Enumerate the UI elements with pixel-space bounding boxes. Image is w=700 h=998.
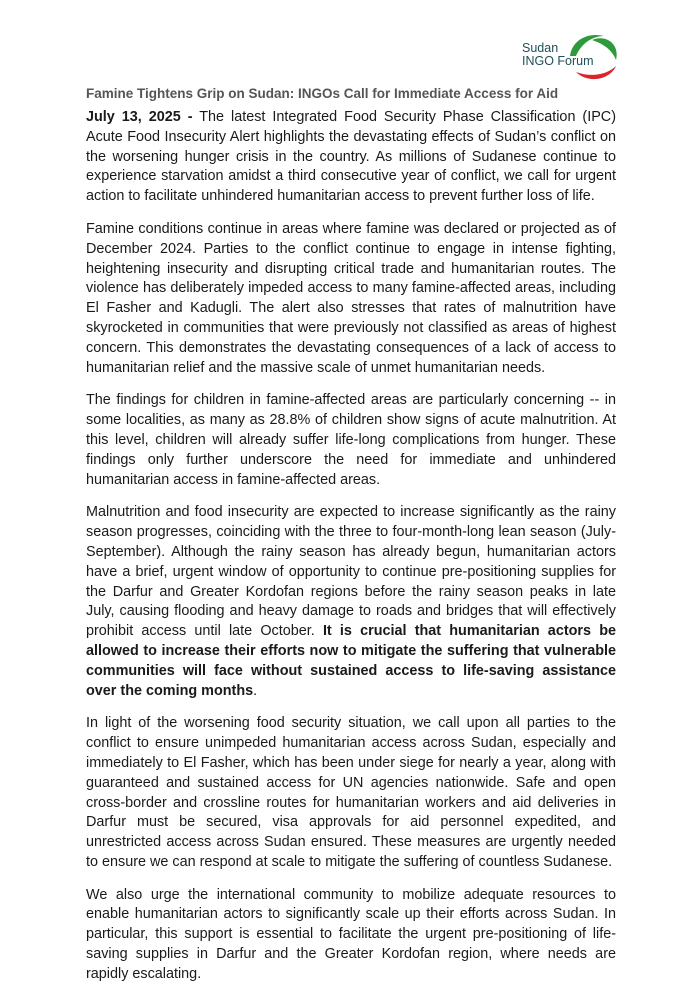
sudan-ingo-forum-logo [522,30,622,82]
page-title: Famine Tightens Grip on Sudan: INGOs Call for Immediate Access for Aid [86,86,559,101]
paragraph-5: In light of the worsening food security situation, we call upon all parties to the conflict to ensure unimpeded humanitarian access across Sudan, especially and immediately to El Fasher, which has been under siege for nearly a year, along with guaranteed and sustained access for UN agencies nationwide. Safe and open cross-border and crossline routes for humanitarian workers and aid deliveries in Darfur must be secured, visa approvals for aid personnel expedited, and unrestricted access across Sudan ensured. These measures are urgently needed to ensure we can respond at scale to mitigate the suffering of countless Sudanese. [86,715,616,870]
logo-line-1: Sudan [522,41,559,55]
logo-swoosh-icon [562,30,622,82]
logo-line-2: INGO Forum [522,54,594,68]
dateline: July 13, 2025 - [86,109,193,125]
paragraph-6: We also urge the international community to mobilize adequate resources to enable humanitarian actors to significantly scale up their efforts across Sudan. In particular, this support is essential to facilitate the urgent pre-positioning of life-saving supplies in Darfur and the Greater Kordofan region, where needs are rapidly escalating. [86,886,616,982]
paragraph-4 [86,503,616,701]
paragraph-4-text: Malnutrition and food insecurity are expected to increase significantly as the rainy season progresses, coinciding with the three to four-month-long lean season (July-September). Although the rainy season has already begun, humanitarian actors have a brief, urgent window of opportunity to continue pre-positioning supplies for the Darfur and Greater Kordofan regions before the rainy season peaks in late July, causing flooding and heavy damage to roads and bridges that will effectively prohibit access until late October. [86,504,616,640]
paragraph-3: The findings for children in famine-affected areas are particularly concerning -- in some localities, as many as 28.8% of children show signs of acute malnutrition. At this level, children will already suffer life-long complications from hunger. These findings only further underscore the need for immediate and unhindered humanitarian access in famine-affected areas. [86,392,616,488]
paragraph-2: Famine conditions continue in areas where famine was declared or projected as of December 2024. Parties to the conflict continue to engage in intense fighting, heightening insecurity and disrupting critical trade and humanitarian routes. The violence has deliberately impeded access to many famine-affected areas, including El Fasher and Kadugli. The alert also stresses that rates of malnutrition have skyrocketed in communities that were previously not classified as areas of highest concern. This demonstrates the devastating consequences of a lack of access to humanitarian relief and the massive scale of unmet humanitarian needs. [86,220,616,376]
paragraph-4-emphasis: It is crucial that humanitarian actors be allowed to increase their efforts now to mitigate the suffering that vulnerable communities will face without sustained access to life-saving assistance over the coming months [86,623,616,699]
paragraph-4-end: . [253,682,258,699]
paragraph-1 [86,108,616,207]
press-release-body [86,85,616,998]
paragraph-1-text: The latest Integrated Food Security Phase Classification (IPC) Acute Food Insecurity Alert highlights the devastating effects of Sudan’s conflict on the worsening hunger crisis in the country. As millions of Sudanese continue to experience starvation amidst a third consecutive year of conflict, we call for urgent action to facilitate unhindered humanitarian access to prevent further loss of life. [86,109,616,205]
